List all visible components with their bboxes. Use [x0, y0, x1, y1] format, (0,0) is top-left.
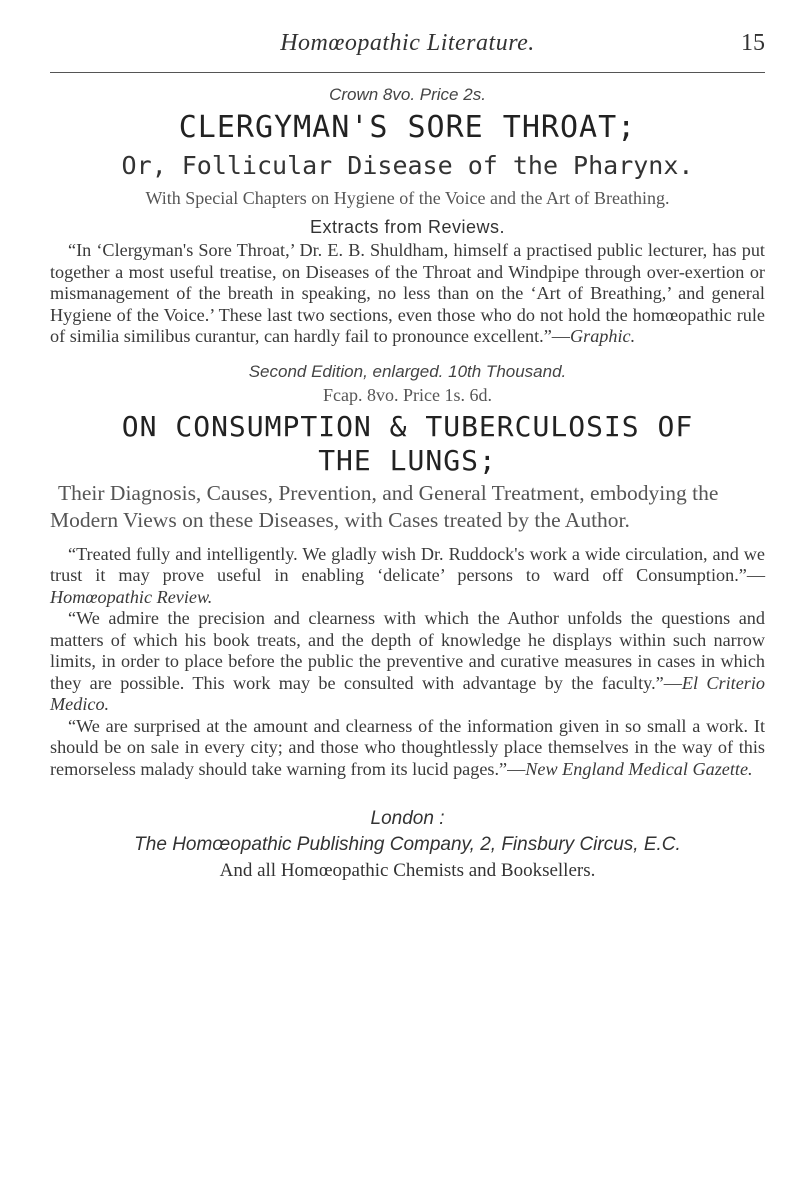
book1-chapters: With Special Chapters on Hygiene of the Voice and the Art of Breathing.: [145, 188, 670, 208]
running-title: Homœopathic Literature.: [280, 30, 535, 56]
book2-review-2: [50, 608, 765, 716]
review-source: Graphic.: [570, 326, 636, 346]
page-number: 15: [741, 30, 765, 56]
review-text: “Treated fully and intelligently. We gladly wish Dr. Ruddock's work a wide circulation, and we trust it may prove useful in enabling ‘delicate’ persons to ward off Consumption.”—: [50, 543, 765, 585]
book1-reviews-heading: Extracts from Reviews.: [309, 217, 506, 237]
review-source: Homœopathic Review.: [50, 586, 213, 607]
review-text: “In ‘Clergyman's Sore Throat,’ Dr. E. B. Shuldham, himself a practised public lecturer, has put together a most useful treatise, on Diseases of the Throat and Windpipe through over-exertion or mismanagement of the breath in speaking, no less than on the ‘Art of Breathing,’ and general Hygiene of the Voice.’ These last two sections, even those who do not hold the homœopathic rule of similia similibus curantur, can hardly fail to pronounce excellent.”—: [50, 240, 765, 346]
review-source: New England Medical Gazette.: [525, 758, 753, 779]
review-text: “We are surprised at the amount and clearness of the information given in so small a work. It should be on sale in every city; and those who thoughtlessly place themselves in the way of this remorseless malady should take warning from its lucid pages.”—: [50, 715, 765, 779]
running-head: [50, 26, 765, 73]
book2-format-price: Fcap. 8vo. Price 1s. 6d.: [323, 384, 492, 405]
book2-title-line1: ON CONSUMPTION & TUBERCULOSIS OF: [121, 409, 694, 443]
book1-title: CLERGYMAN'S SORE THROAT;: [178, 110, 637, 145]
book1-format-price: Crown 8vo. Price 2s.: [329, 85, 486, 104]
review-text: “We admire the precision and clearness with which the Author unfolds the questions and matters of which his book treats, and the depth of knowledge he displays within such narrow limits, in order to place before the public the preventive and curative measures in cases in which they are possible. This work may be consulted with advantage by the faculty.”—: [50, 608, 765, 693]
book2-review-1: [50, 544, 765, 609]
book2-review-3: [50, 716, 765, 781]
imprint-distributors: And all Homœopathic Chemists and Booksellers.: [219, 860, 596, 881]
book-page: [50, 26, 765, 882]
imprint-publisher: The Homœopathic Publishing Company, 2, Finsbury Circus, E.C.: [134, 834, 681, 855]
review-source: El Criterio Medico.: [50, 672, 766, 714]
book2-edition: Second Edition, enlarged. 10th Thousand.: [248, 361, 567, 381]
imprint-city: London :: [370, 808, 445, 829]
book2-description: Their Diagnosis, Causes, Prevention, and General Treatment, embodying the Modern Views on these Diseases, with Cases treated by the Author.: [50, 480, 719, 532]
book1-review-1: [50, 240, 765, 348]
book1-subtitle: Or, Follicular Disease of the Pharynx.: [121, 151, 694, 180]
book2-title-line2: THE LUNGS;: [318, 443, 497, 477]
